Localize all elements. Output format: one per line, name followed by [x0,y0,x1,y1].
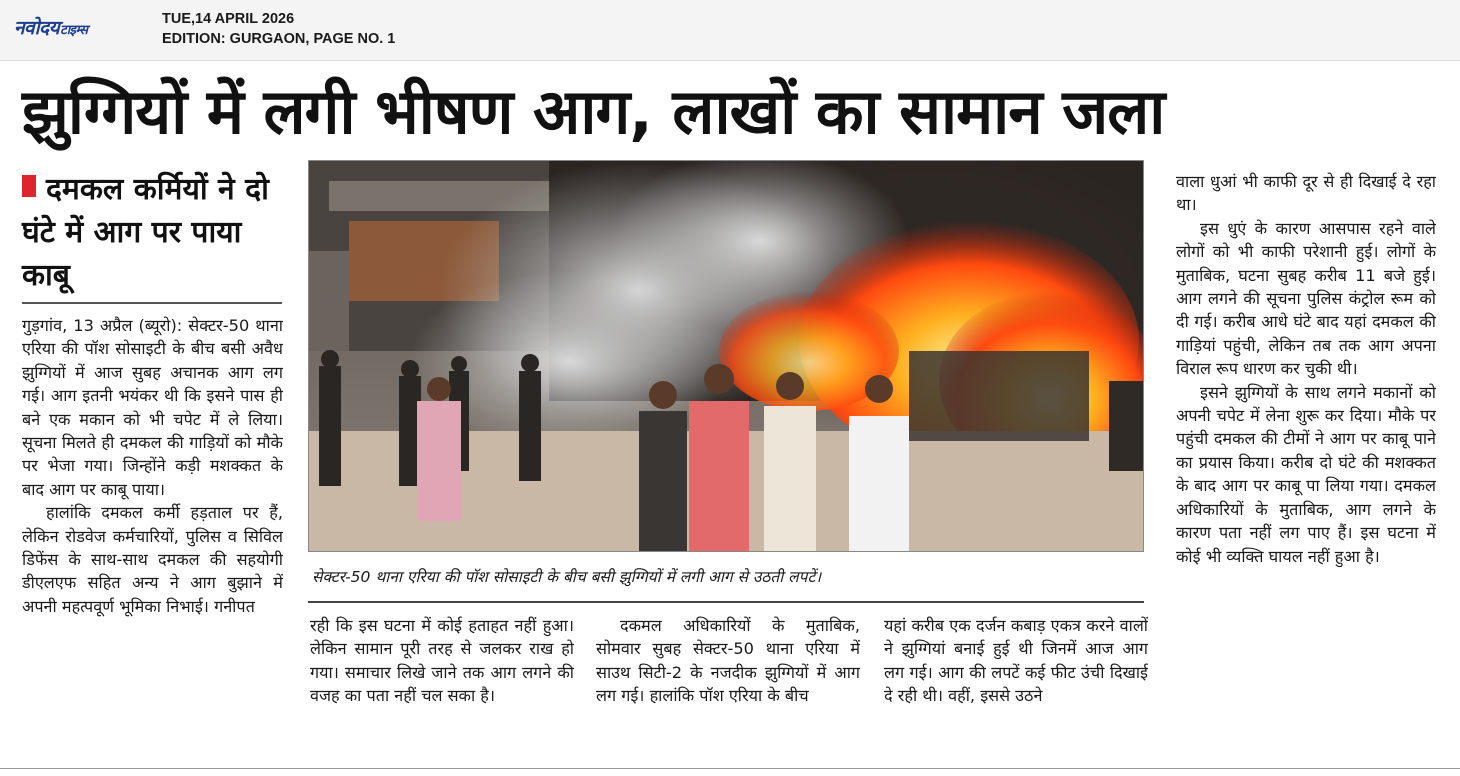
fire-photo [308,160,1144,552]
logo-main-text: नवोदय [14,17,60,39]
article-column-bottom-3 [884,614,1148,754]
bottom-col3-paragraph: यहां करीब एक दर्जन कबाड़ एकत्र करने वालों ने झुग्गियां बनाई हुई थी जिनमें आज आग लग गई। आग की लपटें कई फीट उंची दिखाई दे रही थी। वहीं, इससे उठने [884,616,1148,706]
article-subheadline [22,168,284,297]
right-paragraph-2: इस धुएं के कारण आसपास रहने वाले लोगों को भी काफी परेशानी हुई। लोगों के मुताबिक, घटना सुबह करीब 11 बजे हुई। आग लगने की सूचना पुलिस कंट्रोल रूम को दी गई। करीब आधे घंटे बाद यहां दमकल की गाड़ियां पहुंची, लेकिन तब तक आग अपना विराल रूप धारण कर चुकी थी। [1176,218,1436,379]
logo-small-text: टाइम्स [60,23,88,38]
article-column-right [1176,170,1436,760]
issue-date: TUE,14 APRIL 2026 [162,11,295,27]
subheadline-divider [22,302,282,304]
col1-paragraph-1: गुड़गांव, 13 अप्रैल (ब्यूरो): सेक्टर-50 थाना एरिया की पॉश सोसाइटी के बीच बसी अवैध झुग्गियों में आज सुबह अचानक आग लग गई। आग इतनी भयंकर थी कि इसने पास ही बने एक मकान को भी चपेट में ले लिया। सूचना मिलते ही दमकल की गाड़ियों को मौके पर भेजा गया। जिन्होंने कड़ी मशक्कत के बाद आग पर काबू पाया। [22,316,283,499]
article-headline: झुग्गियों में लगी भीषण आग, लाखों का सामान जला [22,75,1165,148]
bottom-col2-paragraph: दकमल अधिकारियों के मुताबिक, सोमवार सुबह सेक्टर-50 थाना एरिया में साउथ सिटी-2 के नजदीक झुग्गियों में आग लग गई। हालांकि पॉश एरिया के बीच [596,616,860,706]
subheadline-text: दमकल कर्मियों ने दो घंटे में आग पर पाया काबू [22,172,269,293]
article-column-bottom-2 [596,614,860,754]
right-paragraph-1: वाला धुआं भी काफी दूर से ही दिखाई दे रहा था। [1176,172,1436,215]
col1-paragraph-2: हालांकि दमकल कर्मी हड़ताल पर हैं, लेकिन रोडवेज कर्मचारियों, पुलिस व सिविल डिफेंस के साथ-साथ दमकल की सहयोगी डीएलएफ सहित अन्य ने आग बुझाने में अपनी महत्पवूर्ण भूमिका निभाई। गनीपत [22,503,283,616]
right-paragraph-3: इसने झुग्गियों के साथ लगने मकानों को अपनी चपेट में लेना शुरू कर दिया। मौके पर पहुंची दमकल की टीमों ने आग पर काबू पाने का प्रयास किया। करीब दो घंटे की मशक्कत के बाद आग पर काबू पा लिया गया। दमकल अधिकारियों के मुताबिक, आग लगने के कारण पता नहीं लग पाए हैं। इस घटना में कोई भी व्यक्ति घायल नहीं हुआ है। [1176,382,1436,566]
photo-caption: सेक्टर-50 थाना एरिया की पॉश सोसाइटी के बीच बसी झुग्गियों में लगी आग से उठती लपटें। [312,568,822,586]
fire-scene-illustration [309,161,1143,551]
page-bottom-rule [0,768,1460,769]
article-column-bottom-1 [310,614,574,754]
masthead-bar [0,0,1460,61]
article-column-left [22,314,283,754]
red-square-bullet-icon [22,175,36,197]
bottom-col1-paragraph: रही कि इस घटना में कोई हताहत नहीं हुआ। लेकिन सामान पूरी तरह से जलकर राख हो गया। समाचार लिखे जाने तक आग लगने की वजह का पता नहीं चल सका है। [310,616,574,706]
edition-page: EDITION: GURGAON, PAGE NO. 1 [162,31,396,47]
caption-divider [308,601,1144,603]
edition-info [162,9,395,49]
newspaper-logo[interactable] [14,14,88,39]
